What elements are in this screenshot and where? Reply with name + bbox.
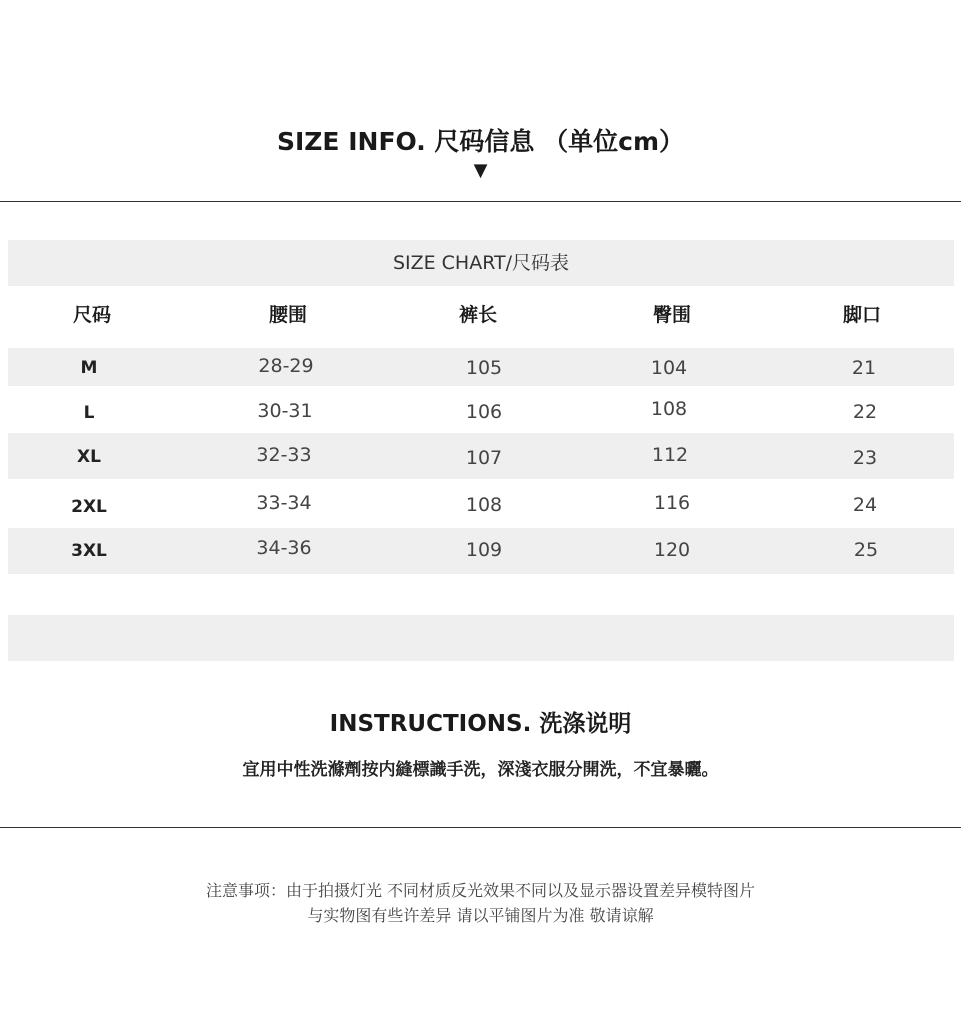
hem-cell: 25 bbox=[853, 539, 879, 561]
length-cell: 107 bbox=[465, 447, 503, 469]
instructions-text: 宜用中性洗滌劑按内縫標識手洗，深淺衣服分開洗，不宜暴曬。 bbox=[242, 760, 719, 780]
size-cell: XL bbox=[77, 447, 101, 467]
column-header-hem: 脚口 bbox=[842, 304, 881, 326]
hip-cell: 108 bbox=[650, 398, 688, 420]
size-cell: L bbox=[83, 403, 95, 423]
empty-band bbox=[8, 615, 954, 661]
waist-cell: 34-36 bbox=[256, 537, 312, 559]
page-title: SIZE INFO. 尺码信息 （单位cm） bbox=[277, 127, 684, 156]
column-header-hip: 臀围 bbox=[652, 304, 691, 326]
divider-bottom bbox=[0, 827, 961, 828]
waist-cell: 33-34 bbox=[256, 492, 312, 514]
down-arrow-icon: ▼ bbox=[473, 160, 488, 181]
hem-cell: 24 bbox=[852, 494, 878, 516]
note-line-2: 与实物图有些许差异 请以平铺图片为准 敬请谅解 bbox=[307, 906, 654, 925]
hip-cell: 112 bbox=[651, 444, 689, 466]
length-cell: 108 bbox=[465, 494, 503, 516]
size-cell: M bbox=[80, 358, 98, 378]
size-cell: 2XL bbox=[71, 497, 107, 517]
divider-top bbox=[0, 201, 961, 202]
column-header-length: 裤长 bbox=[458, 304, 497, 326]
column-header-size: 尺码 bbox=[72, 304, 111, 326]
hem-cell: 22 bbox=[852, 401, 878, 423]
hip-cell: 116 bbox=[653, 492, 691, 514]
length-cell: 105 bbox=[465, 357, 503, 379]
instructions-title: INSTRUCTIONS. 洗涤说明 bbox=[329, 711, 632, 737]
waist-cell: 28-29 bbox=[258, 355, 314, 377]
note-line-1: 注意事项：由于拍摄灯光 不同材质反光效果不同以及显示器设置差异模特图片 bbox=[205, 881, 756, 900]
size-chart-title: SIZE CHART/尺码表 bbox=[392, 252, 570, 274]
size-cell: 3XL bbox=[71, 541, 107, 561]
length-cell: 109 bbox=[465, 539, 503, 561]
hip-cell: 104 bbox=[650, 357, 688, 379]
waist-cell: 32-33 bbox=[256, 444, 312, 466]
length-cell: 106 bbox=[465, 401, 503, 423]
hem-cell: 21 bbox=[851, 357, 877, 379]
waist-cell: 30-31 bbox=[257, 400, 313, 422]
hip-cell: 120 bbox=[653, 539, 691, 561]
hem-cell: 23 bbox=[852, 447, 878, 469]
column-header-waist: 腰围 bbox=[268, 304, 307, 326]
